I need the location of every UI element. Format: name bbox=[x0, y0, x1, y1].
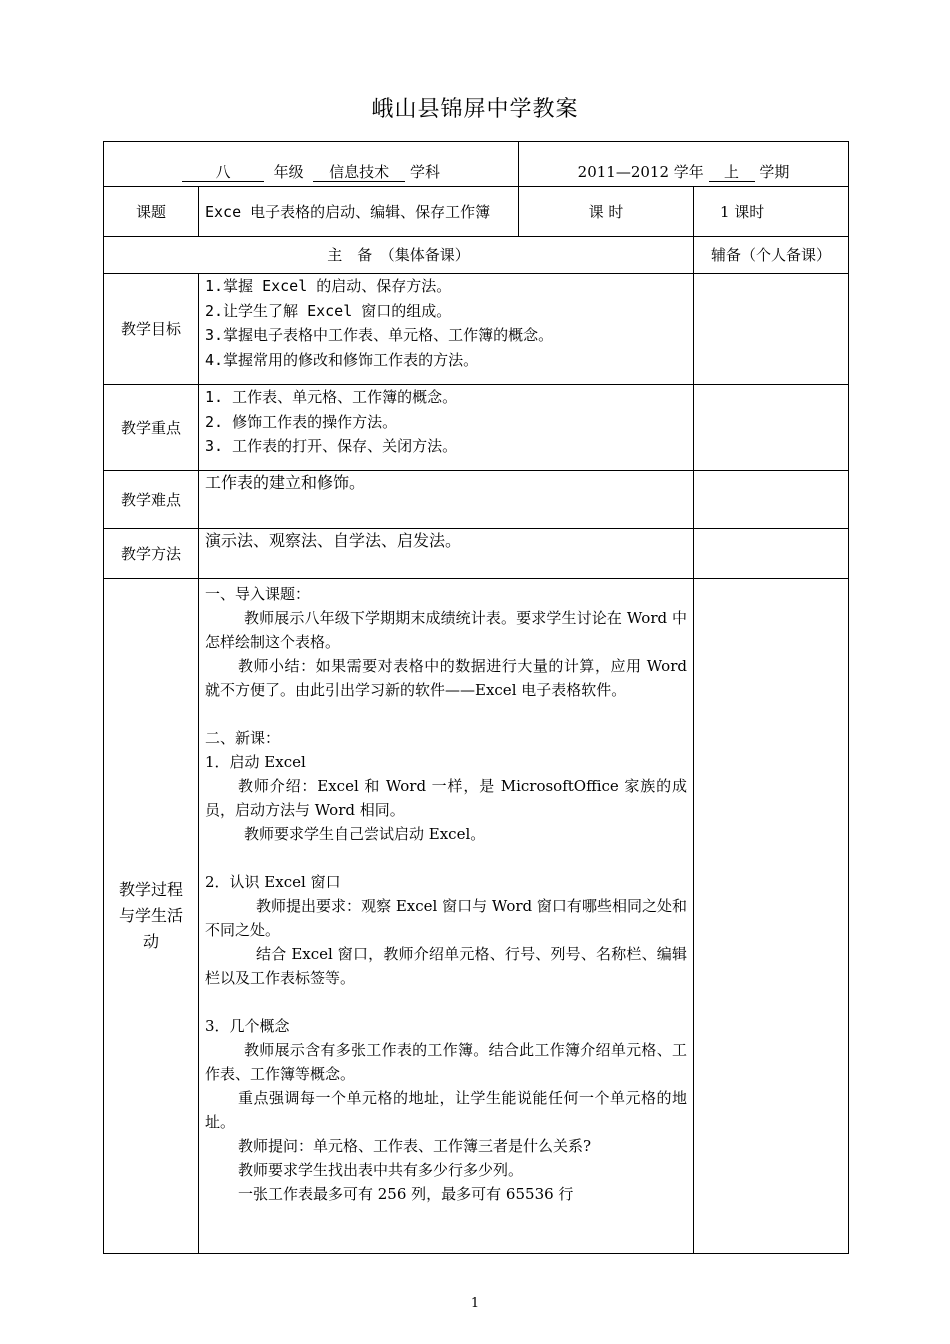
key-point-item: 1. 工作表、单元格、工作簿的概念。 bbox=[205, 388, 458, 406]
subject-label: 学科 bbox=[409, 163, 440, 181]
process-heading: 一、导入课题： bbox=[205, 585, 311, 603]
goal-item: 3.掌握电子表格中工作表、单元格、工作簿的概念。 bbox=[205, 326, 554, 344]
process-paragraph: 结合 Excel 窗口，教师介绍单元格、行号、列号、名称栏、编辑栏以及工作表标签等。 bbox=[205, 945, 687, 987]
process-paragraph: 教师提问：单元格、工作表、工作簿三者是什么关系? bbox=[238, 1137, 592, 1155]
term-label: 学期 bbox=[759, 163, 790, 181]
key-points-row bbox=[104, 385, 849, 471]
process-paragraph: 教师展示八年级下学期期末成绩统计表。要求学生讨论在 Word 中怎样绘制这个表格。 bbox=[205, 609, 687, 651]
key-point-item: 2. 修饰工作表的操作方法。 bbox=[205, 412, 398, 431]
process-label-line: 动 bbox=[142, 932, 159, 951]
method-aux-cell bbox=[694, 529, 849, 579]
method-value: 演示法、观察法、自学法、启发法。 bbox=[199, 529, 694, 579]
difficulty-row bbox=[104, 471, 849, 529]
blank-line bbox=[205, 846, 687, 870]
difficulty-value: 工作表的建立和修饰。 bbox=[199, 471, 694, 529]
section-row bbox=[104, 237, 849, 274]
goals-aux-cell bbox=[694, 274, 849, 385]
process-aux-cell bbox=[694, 579, 849, 1254]
grade-label: 年级 bbox=[273, 163, 304, 181]
key-point-item: 3. 工作表的打开、保存、关闭方法。 bbox=[205, 437, 458, 455]
process-paragraph: 教师要求学生找出表中共有多少行多少列。 bbox=[238, 1161, 524, 1179]
hours-label: 课 时 bbox=[519, 187, 694, 237]
hours-value: 1 课时 bbox=[694, 187, 849, 237]
process-paragraph: 教师要求学生自己尝试启动 Excel。 bbox=[244, 825, 486, 843]
difficulty-label: 教学难点 bbox=[104, 471, 199, 529]
topic-value: Exce 电子表格的启动、编辑、保存工作簿 bbox=[199, 187, 519, 237]
goals-label: 教学目标 bbox=[104, 274, 199, 385]
main-prep-header: 主 备 （集体备课） bbox=[104, 237, 694, 274]
process-paragraph: 教师小结：如果需要对表格中的数据进行大量的计算，应用 Word 就不方便了。由此引出学习新的软件——Excel 电子表格软件。 bbox=[205, 657, 687, 699]
topic-row bbox=[104, 187, 849, 237]
difficulty-aux-cell bbox=[694, 471, 849, 529]
year-term-cell bbox=[519, 142, 849, 187]
process-label-line: 教学过程 bbox=[118, 880, 183, 899]
goals-row bbox=[104, 274, 849, 385]
goal-item: 1.掌握 Excel 的启动、保存方法。 bbox=[205, 277, 452, 295]
school-year: 2011—2012 学年 bbox=[577, 163, 704, 181]
term-value: 上 bbox=[709, 163, 755, 182]
document-title: 峨山县锦屏中学教案 bbox=[371, 97, 579, 122]
key-points-aux-cell bbox=[694, 385, 849, 471]
goal-item: 2.让学生了解 Excel 窗口的组成。 bbox=[205, 301, 452, 320]
topic-label: 课题 bbox=[104, 187, 199, 237]
key-points-content bbox=[199, 385, 694, 471]
process-paragraph: 重点强调每一个单元格的地址，让学生能说能任何一个单元格的地址。 bbox=[205, 1089, 687, 1131]
page-number: 1 bbox=[470, 1296, 480, 1311]
header-row bbox=[104, 142, 849, 187]
method-label: 教学方法 bbox=[104, 529, 199, 579]
lesson-plan-table bbox=[103, 141, 849, 1254]
aux-prep-header: 辅备（个人备课） bbox=[694, 237, 849, 274]
process-paragraph: 一张工作表最多可有 256 列，最多可有 65536 行 bbox=[238, 1185, 574, 1203]
grade-subject-cell bbox=[104, 142, 519, 187]
process-label-line: 与学生活 bbox=[118, 906, 183, 925]
process-subheading: 2．认识 Excel 窗口 bbox=[205, 873, 341, 891]
key-points-label: 教学重点 bbox=[104, 385, 199, 471]
method-row bbox=[104, 529, 849, 579]
process-subheading: 3．几个概念 bbox=[205, 1017, 290, 1035]
process-content bbox=[199, 579, 694, 1254]
grade-value: 八 bbox=[182, 163, 264, 182]
process-subheading: 1．启动 Excel bbox=[205, 753, 306, 771]
process-paragraph: 教师介绍：Excel 和 Word 一样，是 MicrosoftOffice 家族的成员，启动方法与 Word 相同。 bbox=[205, 777, 687, 819]
process-label bbox=[104, 579, 199, 1254]
subject-value: 信息技术 bbox=[313, 163, 405, 182]
process-paragraph: 教师提出要求：观察 Excel 窗口与 Word 窗口有哪些相同之处和不同之处。 bbox=[205, 897, 687, 939]
process-paragraph: 教师展示含有多张工作表的工作簿。结合此工作簿介绍单元格、工作表、工作簿等概念。 bbox=[205, 1041, 687, 1083]
blank-line bbox=[205, 702, 687, 726]
goal-item: 4.掌握常用的修改和修饰工作表的方法。 bbox=[205, 350, 479, 369]
process-heading: 二、新课： bbox=[205, 729, 281, 747]
blank-line bbox=[205, 990, 687, 1014]
process-row bbox=[104, 579, 849, 1254]
goals-content bbox=[199, 274, 694, 385]
